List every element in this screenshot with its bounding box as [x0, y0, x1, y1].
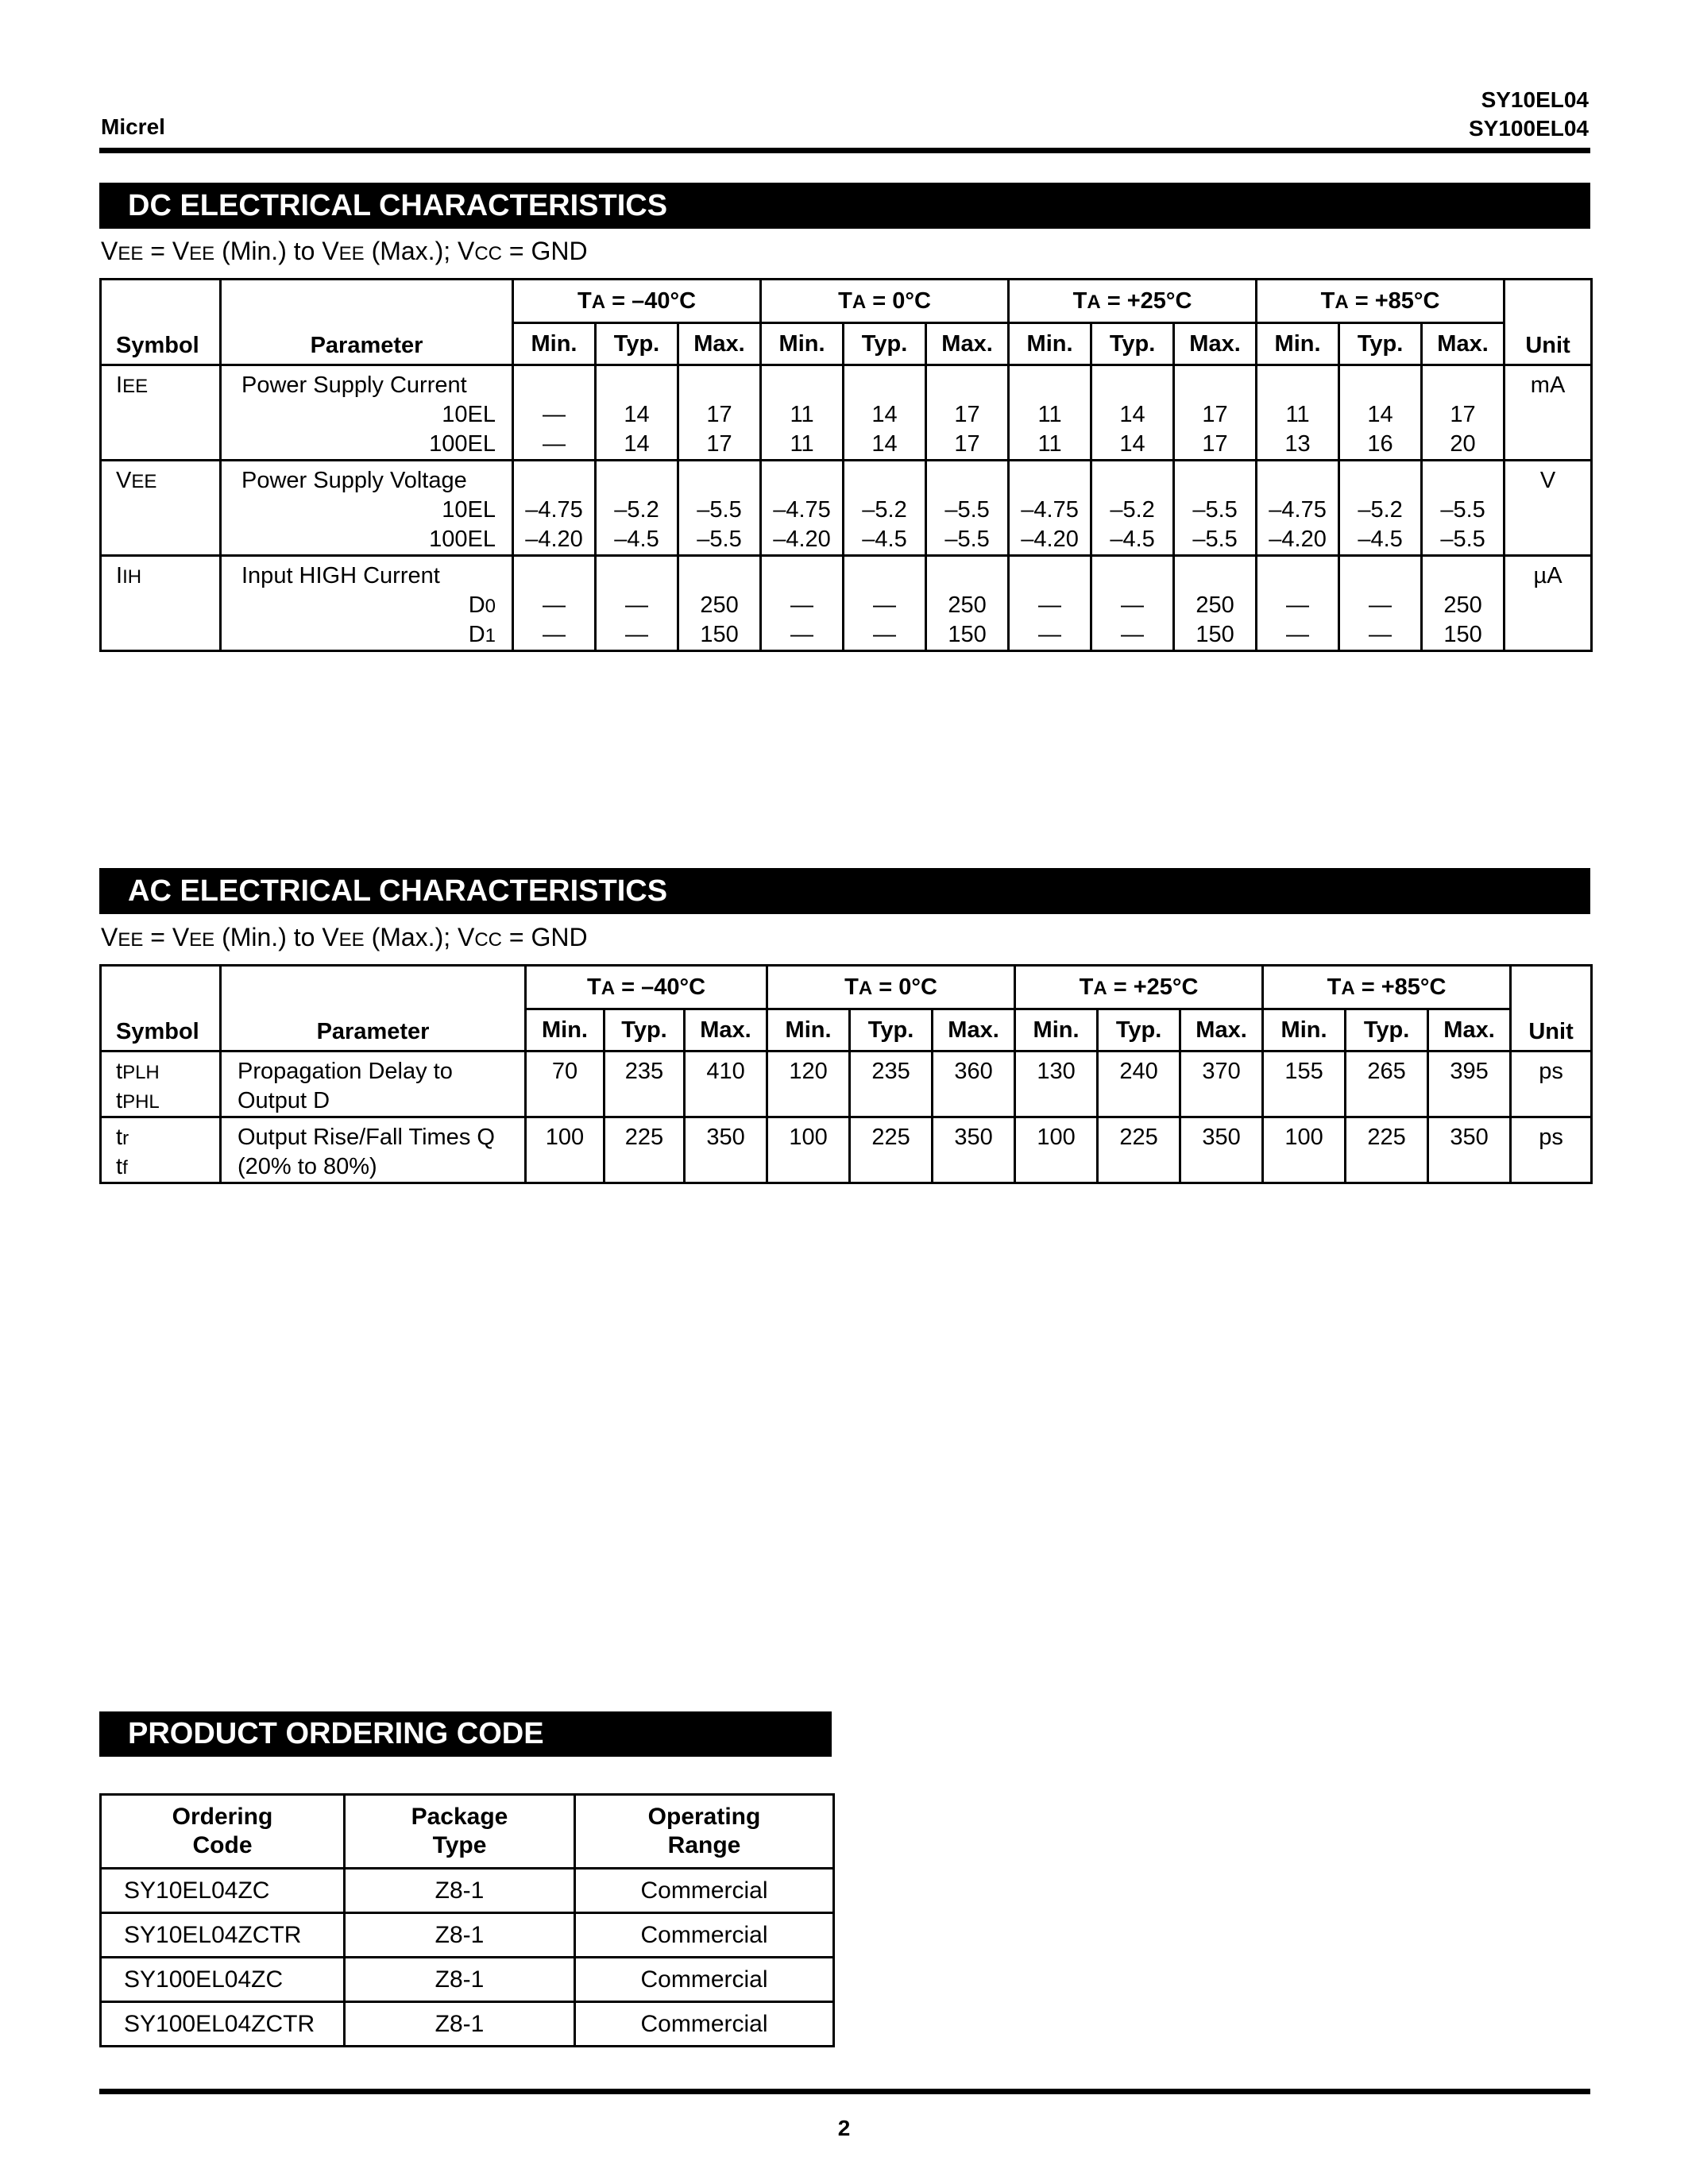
dc-value-cell: 250 150	[926, 556, 1009, 651]
operating-range-cell: Commercial	[575, 1869, 834, 1913]
dc-min-header: Min.	[513, 323, 596, 365]
dc-value-cell: –5.2 –4.5	[1339, 461, 1422, 556]
dc-value-cell: –4.75 –4.20	[513, 461, 596, 556]
dc-min-header: Min.	[1009, 323, 1091, 365]
ac-value-cell: 350	[685, 1117, 767, 1183]
dc-value-cell: — —	[596, 556, 678, 651]
dc-temp-header-4: TA = +85°C	[1257, 280, 1505, 323]
dc-value-cell: 17 17	[1174, 365, 1257, 461]
ac-table-row	[101, 1117, 1592, 1183]
dc-temp-header-3: TA = +25°C	[1009, 280, 1257, 323]
dc-symbol-cell: IIH	[101, 556, 221, 651]
package-type-header: Package Type	[345, 1795, 575, 1869]
dc-value-cell: 250 150	[1422, 556, 1505, 651]
dc-min-header: Min.	[1257, 323, 1339, 365]
ac-value-cell: 235	[850, 1051, 933, 1117]
ac-typ-header: Typ.	[1098, 1009, 1180, 1051]
ac-characteristics-table	[99, 964, 1593, 1184]
ac-section-title: AC ELECTRICAL CHARACTERISTICS	[99, 868, 1590, 914]
dc-table-body	[101, 365, 1592, 651]
ac-value-cell: 120	[767, 1051, 850, 1117]
dc-max-header: Max.	[1422, 323, 1505, 365]
ac-unit-cell: ps	[1511, 1051, 1592, 1117]
ac-min-header: Min.	[526, 1009, 605, 1051]
dc-max-header: Max.	[926, 323, 1009, 365]
package-type-cell: Z8-1	[345, 2002, 575, 2047]
page-number: 2	[837, 2116, 851, 2140]
dc-value-cell: 14 16	[1339, 365, 1422, 461]
ac-value-cell: 70	[526, 1051, 605, 1117]
ac-value-cell: 100	[767, 1117, 850, 1183]
ordering-table-row	[101, 1869, 834, 1913]
ordering-code-cell: SY100EL04ZCTR	[101, 2002, 345, 2047]
ac-symbol-header: Symbol	[101, 966, 221, 1051]
ordering-section-title: PRODUCT ORDERING CODE	[99, 1711, 832, 1757]
ac-value-cell: 370	[1180, 1051, 1263, 1117]
ordering-code-cell: SY10EL04ZCTR	[101, 1913, 345, 1958]
ac-typ-header: Typ.	[605, 1009, 685, 1051]
dc-value-cell: — —	[513, 365, 596, 461]
ac-temp-header-4: TA = +85°C	[1263, 966, 1511, 1009]
dc-value-cell: 17 17	[926, 365, 1009, 461]
dc-typ-header: Typ.	[1339, 323, 1422, 365]
ac-value-cell: 100	[1263, 1117, 1346, 1183]
ac-max-header: Max.	[933, 1009, 1015, 1051]
dc-value-cell: 14 14	[596, 365, 678, 461]
dc-value-cell: –5.5 –5.5	[1422, 461, 1505, 556]
ordering-table-row	[101, 1913, 834, 1958]
dc-value-cell: 17 17	[678, 365, 761, 461]
ordering-code-cell: SY100EL04ZC	[101, 1958, 345, 2002]
part-number-1: SY10EL04	[1481, 87, 1589, 112]
ac-value-cell: 100	[1015, 1117, 1098, 1183]
package-type-cell: Z8-1	[345, 1958, 575, 2002]
package-type-cell: Z8-1	[345, 1869, 575, 1913]
dc-value-cell: –4.75 –4.20	[761, 461, 844, 556]
dc-value-cell: 17 20	[1422, 365, 1505, 461]
dc-typ-header: Typ.	[844, 323, 926, 365]
dc-parameter-cell: Power Supply Voltage 10EL 100EL	[221, 461, 513, 556]
ac-value-cell: 130	[1015, 1051, 1098, 1117]
dc-symbol-cell: IEE	[101, 365, 221, 461]
ordering-code-cell: SY10EL04ZC	[101, 1869, 345, 1913]
ac-value-cell: 410	[685, 1051, 767, 1117]
ac-value-cell: 225	[1098, 1117, 1180, 1183]
company-name: Micrel	[101, 114, 165, 139]
ac-symbol-cell: tr tf	[101, 1117, 221, 1183]
ac-max-header: Max.	[1428, 1009, 1511, 1051]
ac-temp-header-1: TA = –40°C	[526, 966, 767, 1009]
operating-range-header: Operating Range	[575, 1795, 834, 1869]
dc-symbol-header: Symbol	[101, 280, 221, 365]
ac-value-cell: 155	[1263, 1051, 1346, 1117]
ac-value-cell: 350	[1180, 1117, 1263, 1183]
ordering-table	[99, 1793, 835, 2047]
ac-value-cell: 225	[605, 1117, 685, 1183]
ac-min-header: Min.	[1015, 1009, 1098, 1051]
dc-value-cell: — —	[1009, 556, 1091, 651]
dc-parameter-header: Parameter	[221, 280, 513, 365]
dc-characteristics-table	[99, 278, 1593, 652]
dc-unit-header: Unit	[1505, 280, 1592, 365]
dc-value-cell: –5.5 –5.5	[1174, 461, 1257, 556]
ac-value-cell: 100	[526, 1117, 605, 1183]
dc-value-cell: –5.2 –4.5	[596, 461, 678, 556]
operating-range-cell: Commercial	[575, 2002, 834, 2047]
dc-value-cell: 14 14	[844, 365, 926, 461]
operating-range-cell: Commercial	[575, 1958, 834, 2002]
part-numbers	[1469, 86, 1589, 143]
ac-typ-header: Typ.	[850, 1009, 933, 1051]
ac-min-header: Min.	[1263, 1009, 1346, 1051]
ac-symbol-cell: tPLH tPHL	[101, 1051, 221, 1117]
ac-parameter-cell: Output Rise/Fall Times Q (20% to 80%)	[221, 1117, 526, 1183]
dc-value-cell: –5.5 –5.5	[678, 461, 761, 556]
dc-conditions: VEE = VEE (Min.) to VEE (Max.); VCC = GND	[101, 237, 588, 265]
dc-unit-cell: mA	[1505, 365, 1592, 461]
ordering-table-row	[101, 1958, 834, 2002]
dc-unit-cell: µA	[1505, 556, 1592, 651]
dc-table-row	[101, 365, 1592, 461]
ac-parameter-cell: Propagation Delay to Output D	[221, 1051, 526, 1117]
ac-value-cell: 350	[933, 1117, 1015, 1183]
ac-temp-header-3: TA = +25°C	[1015, 966, 1263, 1009]
dc-value-cell: 11 11	[1009, 365, 1091, 461]
dc-value-cell: — —	[513, 556, 596, 651]
ac-typ-header: Typ.	[1346, 1009, 1428, 1051]
dc-max-header: Max.	[1174, 323, 1257, 365]
dc-table-row	[101, 556, 1592, 651]
dc-value-cell: –5.2 –4.5	[844, 461, 926, 556]
dc-value-cell: 250 150	[678, 556, 761, 651]
header-rule	[99, 148, 1590, 153]
dc-typ-header: Typ.	[596, 323, 678, 365]
part-number-2: SY100EL04	[1469, 116, 1589, 141]
dc-parameter-cell: Power Supply Current 10EL 100EL	[221, 365, 513, 461]
ordering-code-header: Ordering Code	[101, 1795, 345, 1869]
dc-symbol-cell: VEE	[101, 461, 221, 556]
dc-temp-header-1: TA = –40°C	[513, 280, 761, 323]
ac-table-row	[101, 1051, 1592, 1117]
ordering-table-row	[101, 2002, 834, 2047]
dc-value-cell: — —	[844, 556, 926, 651]
ac-parameter-header: Parameter	[221, 966, 526, 1051]
ac-value-cell: 225	[850, 1117, 933, 1183]
ac-min-header: Min.	[767, 1009, 850, 1051]
ac-temp-header-2: TA = 0°C	[767, 966, 1015, 1009]
dc-value-cell: –5.2 –4.5	[1091, 461, 1174, 556]
dc-parameter-cell: Input HIGH Current D0 D1	[221, 556, 513, 651]
ac-value-cell: 235	[605, 1051, 685, 1117]
ac-value-cell: 350	[1428, 1117, 1511, 1183]
ac-max-header: Max.	[1180, 1009, 1263, 1051]
ac-value-cell: 240	[1098, 1051, 1180, 1117]
dc-temp-header-2: TA = 0°C	[761, 280, 1009, 323]
dc-value-cell: — —	[1257, 556, 1339, 651]
package-type-cell: Z8-1	[345, 1913, 575, 1958]
dc-value-cell: — —	[761, 556, 844, 651]
dc-typ-header: Typ.	[1091, 323, 1174, 365]
ac-value-cell: 225	[1346, 1117, 1428, 1183]
dc-table-row	[101, 461, 1592, 556]
dc-value-cell: 14 14	[1091, 365, 1174, 461]
dc-value-cell: 11 11	[761, 365, 844, 461]
dc-max-header: Max.	[678, 323, 761, 365]
operating-range-cell: Commercial	[575, 1913, 834, 1958]
ac-table-body	[101, 1051, 1592, 1183]
ac-value-cell: 395	[1428, 1051, 1511, 1117]
dc-value-cell: –4.75 –4.20	[1009, 461, 1091, 556]
dc-value-cell: 11 13	[1257, 365, 1339, 461]
ac-value-cell: 265	[1346, 1051, 1428, 1117]
dc-value-cell: 250 150	[1174, 556, 1257, 651]
ac-max-header: Max.	[685, 1009, 767, 1051]
dc-unit-cell: V	[1505, 461, 1592, 556]
dc-value-cell: –4.75 –4.20	[1257, 461, 1339, 556]
ordering-table-body	[101, 1869, 834, 2047]
footer-rule	[99, 2089, 1590, 2094]
ac-conditions: VEE = VEE (Min.) to VEE (Max.); VCC = GND	[101, 923, 588, 951]
dc-min-header: Min.	[761, 323, 844, 365]
ac-value-cell: 360	[933, 1051, 1015, 1117]
dc-value-cell: — —	[1091, 556, 1174, 651]
ac-unit-cell: ps	[1511, 1117, 1592, 1183]
dc-value-cell: — —	[1339, 556, 1422, 651]
ac-unit-header: Unit	[1511, 966, 1592, 1051]
dc-section-title: DC ELECTRICAL CHARACTERISTICS	[99, 183, 1590, 229]
dc-value-cell: –5.5 –5.5	[926, 461, 1009, 556]
